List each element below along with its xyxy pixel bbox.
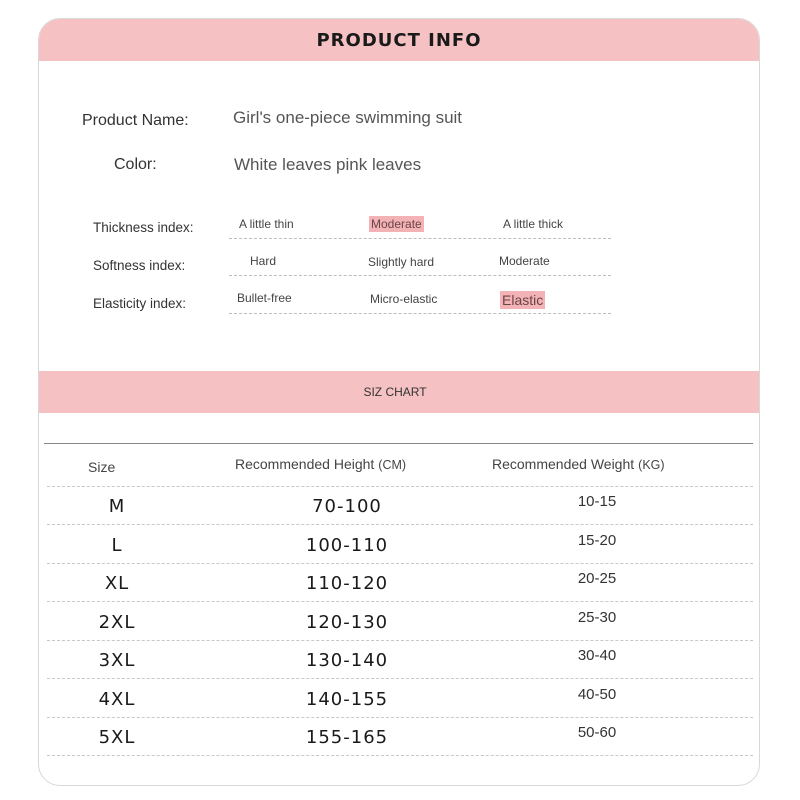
column-header-weight <box>492 456 665 472</box>
product-name-value: Girl's one-piece swimming suit <box>233 108 463 127</box>
softness-index-label: Softness index: <box>93 258 186 273</box>
column-header-height <box>235 456 406 472</box>
product-info-title: PRODUCT INFO <box>316 29 482 51</box>
height-cell: 120-130 <box>305 611 389 633</box>
size-cell: 2XL <box>98 611 136 633</box>
softness-option-moderate: Moderate <box>499 254 550 268</box>
table-row <box>47 641 753 679</box>
weight-cell: 20-25 <box>577 570 617 587</box>
size-cell: L <box>111 534 123 556</box>
table-row <box>47 603 753 641</box>
weight-cell: 40-50 <box>577 685 617 703</box>
product-info-header <box>39 19 759 61</box>
size-cell: M <box>108 496 126 517</box>
weight-cell: 15-20 <box>577 531 617 549</box>
table-row <box>47 718 753 756</box>
table-row <box>47 680 753 718</box>
size-cell: XL <box>104 573 130 594</box>
column-header-size: Size <box>88 459 116 475</box>
height-cell: 155-165 <box>305 727 389 748</box>
size-chart-title: SIZ CHART <box>363 385 427 399</box>
column-header-height-text: Recommended Height <box>235 456 375 472</box>
thickness-divider <box>229 238 611 239</box>
thickness-option-moderate: Moderate <box>371 217 422 231</box>
table-top-border <box>44 443 753 444</box>
elasticity-index-label: Elasticity index: <box>93 296 187 311</box>
thickness-option-thick: A little thick <box>503 217 564 231</box>
elasticity-option-elastic: Elastic <box>502 292 544 308</box>
size-cell: 3XL <box>98 650 136 671</box>
softness-option-slightly-hard: Slightly hard <box>368 255 435 269</box>
height-cell: 130-140 <box>305 650 389 671</box>
product-name-label: Product Name: <box>82 112 189 129</box>
height-cell: 70-100 <box>312 496 382 517</box>
height-cell: 140-155 <box>305 688 389 710</box>
softness-option-hard: Hard <box>250 254 277 268</box>
thickness-option-thin: A little thin <box>239 217 294 231</box>
size-chart-header <box>39 371 759 413</box>
table-row <box>47 487 753 525</box>
size-cell: 5XL <box>98 727 136 748</box>
table-row <box>47 564 753 602</box>
column-header-weight-text: Recommended Weight <box>492 456 635 472</box>
row-divider <box>47 755 753 756</box>
thickness-index-label: Thickness index: <box>93 220 194 235</box>
column-header-height-unit: (CM) <box>378 458 407 472</box>
softness-divider <box>229 275 611 276</box>
elasticity-option-micro-elastic: Micro-elastic <box>370 292 438 306</box>
elasticity-option-bullet-free: Bullet-free <box>237 291 292 305</box>
size-cell: 4XL <box>98 688 136 710</box>
weight-cell: 30-40 <box>577 647 617 664</box>
product-info-card <box>38 18 760 786</box>
color-value: White leaves pink leaves <box>234 155 422 174</box>
weight-cell: 25-30 <box>577 608 617 626</box>
elasticity-divider <box>229 313 611 314</box>
weight-cell: 10-15 <box>577 493 617 510</box>
weight-cell: 50-60 <box>577 724 617 741</box>
height-cell: 110-120 <box>305 573 389 594</box>
height-cell: 100-110 <box>305 534 389 556</box>
column-header-weight-unit: (KG) <box>638 458 665 472</box>
color-label: Color: <box>114 156 157 173</box>
table-row <box>47 526 753 564</box>
